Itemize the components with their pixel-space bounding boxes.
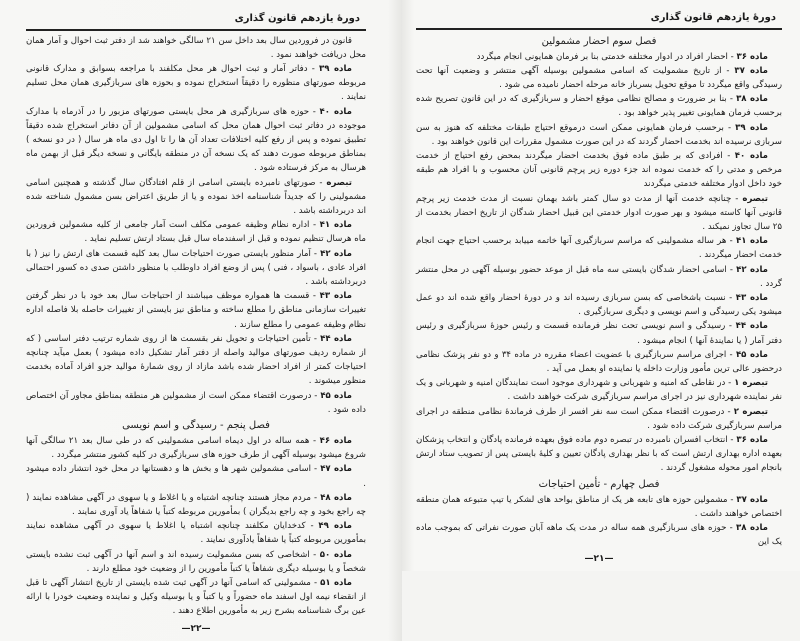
article-paragraph: [26, 576, 366, 619]
article-paragraph: [416, 291, 782, 319]
article-text: - افرادی که بر طبق ماده فوق بخدمت احضار میگردند بمحض رفع احتیاج از خدمت مرخص و مدتی را که خدمت نموده اند جزء دوره زیر پرچم قانونی آنان محسوب و با افراد هم طبقه خود داخل ادوار مختلفه خدمتی میگردند: [416, 150, 782, 190]
article-label: ماده ۴۳: [735, 292, 768, 303]
header-rule: [416, 28, 782, 30]
page-number: —۲۱—: [584, 554, 614, 565]
article-paragraph: [26, 332, 366, 389]
article-label: ماده ۴۹: [318, 521, 352, 532]
article-paragraph: [26, 519, 366, 547]
article-label: ماده ۴۵: [320, 390, 352, 401]
article-text: - اسامی مشمولین شهر ها و بخش ها و دهستانها در محل خود انتشار داده میشود .: [26, 464, 366, 489]
article-label: ماده ۳۸: [736, 94, 768, 105]
page-body: [416, 33, 782, 550]
article-paragraph: [26, 62, 366, 105]
article-label: ماده ۳۷: [734, 65, 768, 76]
chapter-heading: فصل چهارم - تأمین احتیاجات: [538, 478, 660, 490]
article-label: ماده ۵۰: [319, 549, 352, 560]
article-paragraph: [416, 149, 782, 192]
article-label: تبصره ۱: [734, 378, 768, 389]
article-text: - حوزه های سربازگیری همه ساله در مدت یک ماهه آبان صورت نفراتی که بموجب ماده یک این: [416, 523, 782, 548]
article-label: ماده ۴۶: [319, 435, 352, 446]
article-label: ماده ۳۹: [735, 122, 769, 133]
article-text: - از تاریخ مشمولیت که اسامی مشمولین بوسیله آگهی منتشر و وضعیت آنها تحت رسیدگی واقع میگردد تا موقع تحویل بسرباز خانه مرحله احضار نامیده می شود .: [416, 65, 782, 90]
article-text: - صورتهای نامبرده بایستی اسامی از قلم افتادگان سال گذشته و همچنین اسامی مشمولینی را که جدیداً شناسنامه اخذ نموده و یا از طریق اعتراض بسن مشمول شناخته شده اند دربرداشته باشد .: [26, 177, 366, 216]
article-text: - چنانچه خدمت آنها از مدت دو سال کمتر باشد بهمان نسبت از مدت خدمت زیر پرچم قانونی آنها کاسته میشود و بهر صورت ادوار خدمتی این قبیل احضار شدگان از تاریخ احضار بخدمت از ۲۵ سال تجاوز نمیکند .: [416, 193, 782, 232]
article-paragraph: [416, 376, 782, 404]
article-text: - درصورت اقتضاء ممکن است از مشمولین هر منطقه بمناطق مجاور آن اختصاص داده شود .: [26, 390, 366, 415]
article-label: ماده ۴۱: [319, 220, 352, 231]
running-header: دورهٔ یازدهم قانون گذاری: [234, 13, 360, 24]
article-text: - کدخدایان مکلفند چنانچه اشتباه یا اغلاط یا سهوی در آگهی مشاهده نمایند بمأمورین مربوطه کتباً یا شفاهاً یادآوری نمایند .: [26, 521, 366, 546]
article-label: ماده ۳۷: [736, 494, 768, 505]
article-text: قانون در فروردین سال بعد داخل سن ۲۱ سالگی خواهند شد از دفتر ثبت احوال و آمار همان محل دریافت خواهند نمود .: [26, 35, 366, 60]
article-paragraph: [416, 433, 782, 476]
article-paragraph: [416, 405, 782, 433]
article-paragraph: [416, 348, 782, 376]
article-label: ماده ۴۰: [319, 106, 352, 117]
article-label: ماده ۴۷: [320, 464, 353, 475]
article-paragraph: [26, 34, 366, 62]
article-paragraph: [416, 493, 782, 521]
article-paragraph: [416, 64, 782, 92]
article-text: - دفاتر آمار و ثبت احوال هر محل مکلفند با مراجعه بسوابق و مدارک قانونی مربوطه صورتهای منظوره را دقیقاً استخراج نموده و بحوزه های سربازگیری همان محل تسلیم نمایند .: [26, 63, 366, 103]
page-right: [402, 0, 800, 571]
article-text: - تأمین احتیاجات و تحویل نفر بقسمت ها از روی شماره ترتیب دفتر اساسی ( که از شماره ردیف صورتهای موالید واصله از دفتر آمار تشکیل داده میشود ) بعمل میآید چنانچه احتیاجات کمتر از افراد احضار شده باشد مازاد از روی شمارهٔ موالید جزو افراد آماده بخدمت منظور میشوند .: [26, 333, 366, 387]
article-paragraph: [416, 319, 782, 347]
article-text: - در نقاطی که امنیه و شهربانی و شهرداری موجود است نمایندگان امنیه و شهربانی و یک نفر نماینده شهرداری نیز در اجرای مراسم سربازگیری شرکت خواهند داشت .: [416, 378, 782, 403]
article-text: - نسبت باشخاصی که بسن سربازی رسیده اند و در دورهٔ احضار واقع شده اند دو عمل میشود یکی رسیدگی و اسم نویسی و دیگری سربازگیری .: [416, 292, 782, 318]
article-paragraph: [26, 105, 366, 176]
article-text: - مردم مجاز هستند چنانچه اشتباه و یا اغلاط و یا سهوی در آگهی مشاهده نمایند ( چه راجع بخود و چه راجع بدیگران ) بمأمورین مربوطه کتباً یا شفاهاً یاد آوری نمایند .: [26, 492, 366, 517]
article-paragraph: [416, 50, 782, 64]
article-paragraph: [26, 218, 366, 246]
article-label: ماده ۴۵: [735, 349, 768, 360]
article-label: تبصره ۲: [733, 406, 768, 417]
chapter-heading: فصل سوم احضار مشمولین: [541, 35, 657, 47]
article-text: - اسامی احضار شدگان بایستی سه ماه قبل از موعد حضور بوسیله آگهی در محل منتشر گردد .: [416, 264, 782, 289]
article-text: - همه ساله در اول دیماه اسامی مشمولینی که در طی سال بعد ۲۱ سالگی آنها شروع میشود بوسیله آگهی از طرف حوزه های سربازگیری در کلیه کشور منتشر میگردد .: [26, 435, 366, 461]
article-text: - درصورت اقتضاء ممکن است سه نفر افسر از طرف فرماندهٔ نظامی منطقه در اجرای مراسم سربازگیری شرکت داده شود .: [416, 406, 782, 431]
article-label: ماده ۴۸: [320, 492, 352, 503]
article-text: - هر ساله مشمولینی که مراسم سربازگیری آنها خاتمه مییابد برحسب احتیاج جهت انجام خدمت احضار میگردند .: [416, 236, 782, 261]
article-label: ماده ۳۸: [735, 523, 769, 533]
article-label: ماده ۴۲: [736, 264, 768, 275]
chapter-heading: فصل پنجم - رسیدگی و اسم نویسی: [122, 419, 270, 431]
article-label: ماده ۵۱: [320, 578, 352, 589]
article-label: ماده ۴۴: [320, 333, 352, 344]
article-paragraph: [416, 521, 782, 549]
article-text: - اداره نظام وظیفه عمومی مکلف است آمار جامعی از کلیه مشمولین فروردین ماه هرسال تنظیم نموده و قبل از اسفندماه سال قبل بستاد ارتش تسلیم نماید .: [26, 220, 366, 245]
article-text: - اشخاصی که بسن مشمولیت رسیده اند و اسم آنها در آگهی ثبت نشده بایستی شخصاً و یا بوسیله دیگری شفاهاً یا کتباً مأمورین را از وضعیت خود مطلع دارند .: [26, 549, 366, 574]
article-label: ماده ۴۱: [735, 236, 768, 247]
running-header: دورهٔ یازدهم قانون گذاری: [650, 12, 776, 23]
article-label: ماده ۳۹: [319, 63, 352, 74]
article-text: - رسیدگی و اسم نویسی تحت نظر فرمانده قسمت و رئیس حوزهٔ سربازگیری و رئیس دفتر آمار ( یا نمایندهٔ آنها ) انجام میشود .: [416, 321, 782, 346]
article-paragraph: [416, 192, 782, 235]
article-paragraph: [26, 389, 366, 417]
page-body: [26, 34, 366, 619]
article-label: ماده ۳۶: [736, 434, 768, 445]
article-paragraph: [416, 121, 782, 149]
article-paragraph: [26, 491, 366, 519]
article-label: ماده ۴۰: [734, 150, 768, 161]
article-paragraph: [26, 434, 366, 462]
article-paragraph: [26, 289, 366, 332]
article-text: - حوزه های سربازگیری هر محل بایستی صورتهای مزبور را در آذرماه با مدارک موجوده در دفاتر ثبت احوال همان محل که اسامی مشمولین از آن دفاتر استخراج شده دقیقاً تطبیق نموده و پس از رفع کلیه اختلافات تعداد آن ها را تا اول دی ماه هر سال ( در دو نسخه ) بمناطق مربوطه صورت دهند که یک نسخه آن در منطقه بایگانی و نسخه دیگر قبل از بهمن ماه هرسال به مرکز فرستاده شود .: [26, 106, 366, 174]
article-label: ماده ۴۳: [319, 291, 352, 302]
page-number: —۲۲—: [181, 623, 211, 634]
article-text: - آمار منظور بایستی صورت احتیاجات سال بعد کلیه قسمت های ارتش را نیز ( با افراد عادی ، باسواد ، فنی ) پس از وضع افراد داوطلب با منظور داشتن صدی ده کسور احتمالی دربرداشته باشد .: [26, 248, 366, 287]
article-paragraph: [26, 548, 366, 576]
article-label: تبصره: [742, 193, 768, 204]
article-paragraph: [416, 263, 782, 291]
article-label: ماده ۴۴: [735, 321, 768, 332]
article-paragraph: [26, 176, 366, 219]
header-rule: [26, 29, 366, 31]
article-label: تبصره: [326, 177, 352, 188]
article-text: - احضار افراد در ادوار مختلفه خدمتی بنا بر فرمان همایونی انجام میگردد: [476, 51, 737, 62]
article-text: - مشمولین حوزه های تابعه هر یک از مناطق بواحد های لشکر یا تیپ متبوعه همان منطقه اختصاص خواهند داشت .: [416, 494, 782, 519]
article-text: - انتخاب افسران نامبرده در تبصره دوم ماده فوق بعهده فرمانده پادگان و انتخاب پزشکان بعهده اداره بهداری ارتش است که با نظر بهداری پادگان تعیین و کلیهٔ بایستی پس از تصویب ستاد ارتش بانجام امور محوله مشغول گردند .: [416, 434, 782, 474]
article-label: ماده ۴۲: [320, 248, 352, 259]
article-text: - برحسب فرمان همایونی ممکن است درموقع احتیاج طبقات مختلفه که هنوز به سن سربازی نرسیده اند بخدمت احضار گردند که در این صورت مشمول مقررات این قانون خواهند بود .: [416, 122, 782, 147]
article-paragraph: [26, 247, 366, 290]
article-paragraph: [416, 92, 782, 120]
article-text: - قسمت ها همواره موظف میباشند از احتیاجات سال بعد خود با در نظر گرفتن تغییرات سازمانی مناطق را مطلع ساخته و مناطق نیز بایستی از تغییرات حاصله بلا فاصله اداره نظام وظیفه عمومی را مطلع سازند .: [26, 291, 366, 330]
article-label: ماده ۳۶: [736, 51, 768, 62]
article-text: - بنا بر ضرورت و مصالح نظامی موقع احضار و سربازگیری که در این قانون تصریح شده برحسب فرمان همایونی تغییر پذیر خواهد بود .: [416, 94, 782, 119]
article-paragraph: [416, 234, 782, 262]
article-paragraph: [26, 462, 366, 490]
article-text: - اجرای مراسم سربازگیری با عضویت اعضاء مقرره در ماده ۳۴ و دو نفر پزشک نظامی درحضور عالی ترین مأمور وزارت داخله یا نماینده او بعمل می آید .: [416, 349, 782, 374]
article-text: - مشمولینی که اسامی آنها در آگهی ثبت شده بایستی از تاریخ انتشار آگهی تا قبل از انقضاء نیمه اول اسفند ماه حضوراً و یا کتباً و یا بوسیله وکیل و نماینده وضعیت خودرا با ارائه عین برگ شناسنامه بشرح زیر به مأمورین اطلاع دهند .: [26, 578, 366, 617]
